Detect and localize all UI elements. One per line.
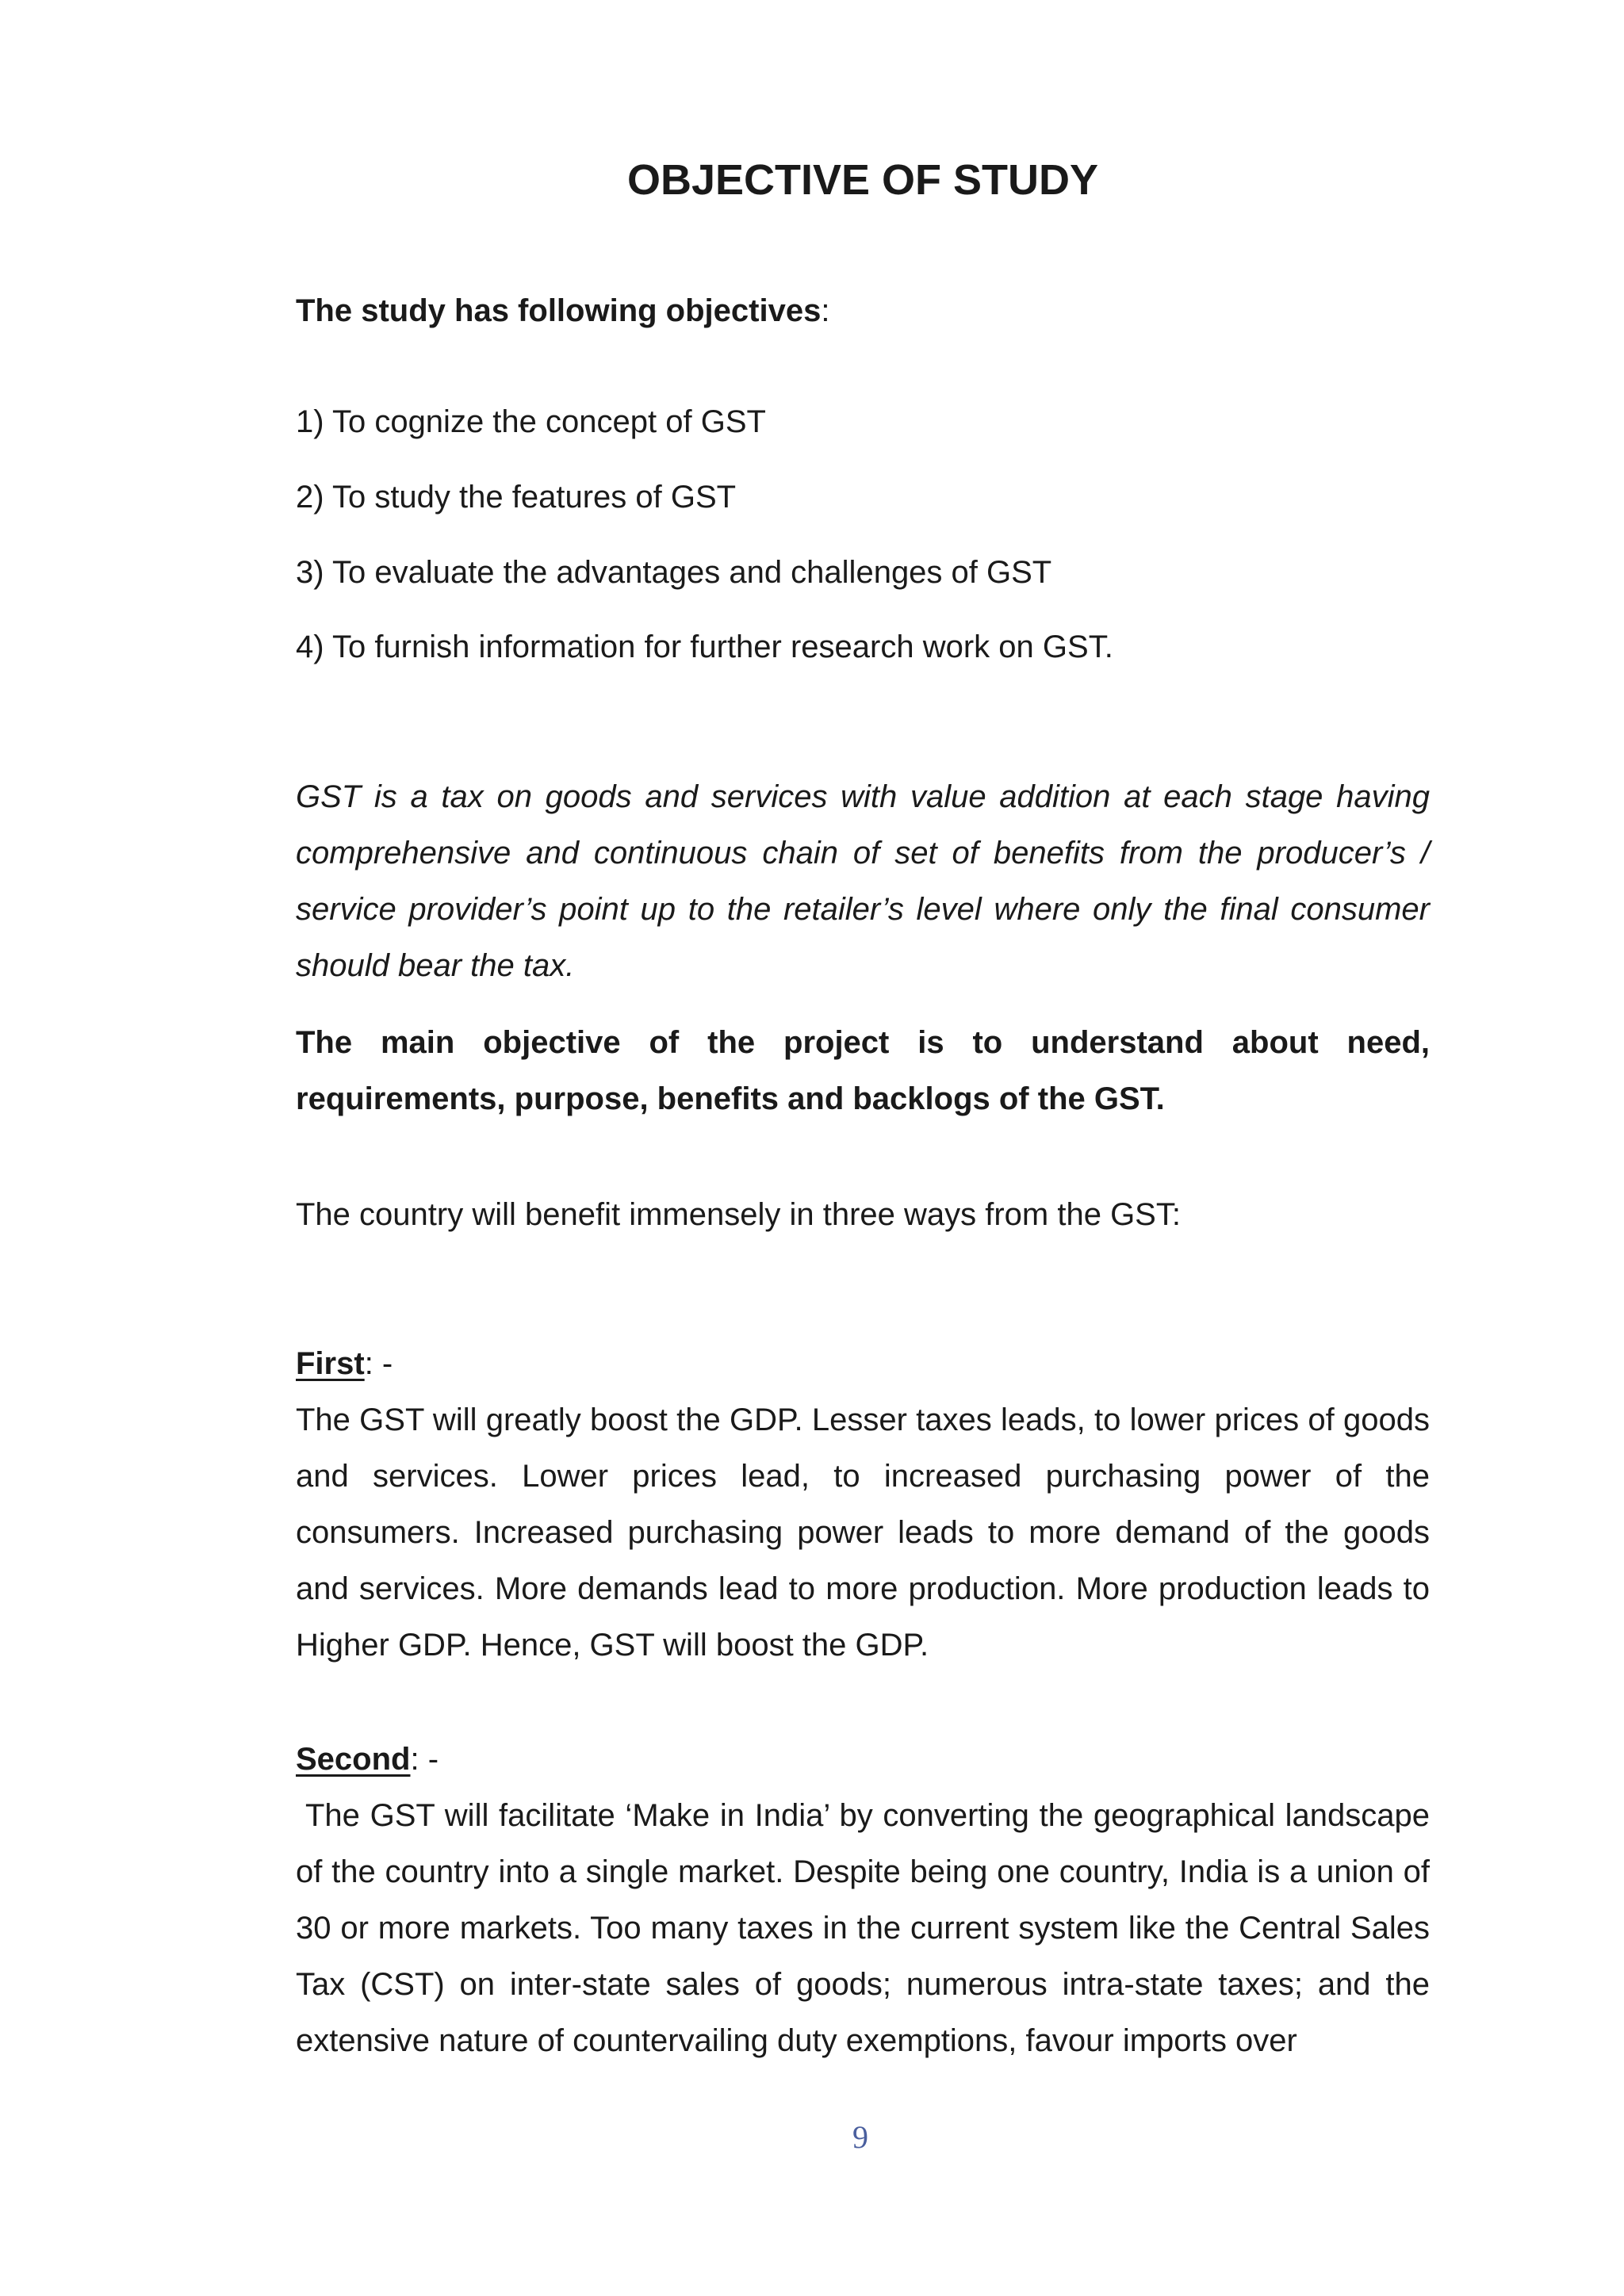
page-title: OBJECTIVE OF STUDY xyxy=(626,156,1099,204)
first-benefit-paragraph: The GST will greatly boost the GDP. Lesser taxes leads, to lower prices of goods and services. Lower prices lead, to increased purchasing power of the consumers. Increased purchasing power leads to more demand of the goods and services. More demands lead to more production. More production leads to Higher GDP. Hence, GST will boost the GDP. xyxy=(296,1402,1430,1663)
objective-item-2: 2) To study the features of GST xyxy=(296,480,737,515)
objectives-intro-colon: : xyxy=(821,293,830,328)
objective-item-1: 1) To cognize the concept of GST xyxy=(296,404,766,439)
objective-item-4: 4) To furnish information for further research work on GST. xyxy=(296,629,1113,664)
second-heading-label: Second xyxy=(296,1742,411,1777)
main-objective-paragraph: The main objective of the project is to understand about need, requirements, purpose, benefits and backlogs of the GST. xyxy=(296,1025,1430,1116)
second-benefit-paragraph: The GST will facilitate ‘Make in India’ by converting the geographical landscape of the country into a single market. Despite being one country, India is a union of 30 or more markets. Too many taxes in the current system like the Central Sales Tax (CST) on inter-state sales of goods; numerous intra-state taxes; and the extensive nature of countervailing duty exemptions, favour imports over xyxy=(296,1798,1430,2058)
first-heading xyxy=(296,1336,1430,1392)
page-number: 9 xyxy=(852,2119,868,2155)
objective-item-3: 3) To evaluate the advantages and challenges of GST xyxy=(296,555,1052,590)
objectives-intro-label: The study has following objectives xyxy=(296,293,822,328)
second-heading-suffix: : - xyxy=(410,1742,439,1777)
benefit-intro-paragraph: The country will benefit immensely in three ways from the GST: xyxy=(296,1197,1181,1232)
first-heading-label: First xyxy=(296,1346,365,1381)
gst-definition-paragraph: GST is a tax on goods and services with value addition at each stage having comprehensive and continuous chain of set of benefits from the producer’s / service provider’s point up to the retailer’s level where only the final consumer should bear the tax. xyxy=(296,779,1430,983)
second-heading xyxy=(296,1732,1430,1788)
objectives-intro xyxy=(296,283,1430,339)
first-heading-suffix: : - xyxy=(364,1346,393,1381)
